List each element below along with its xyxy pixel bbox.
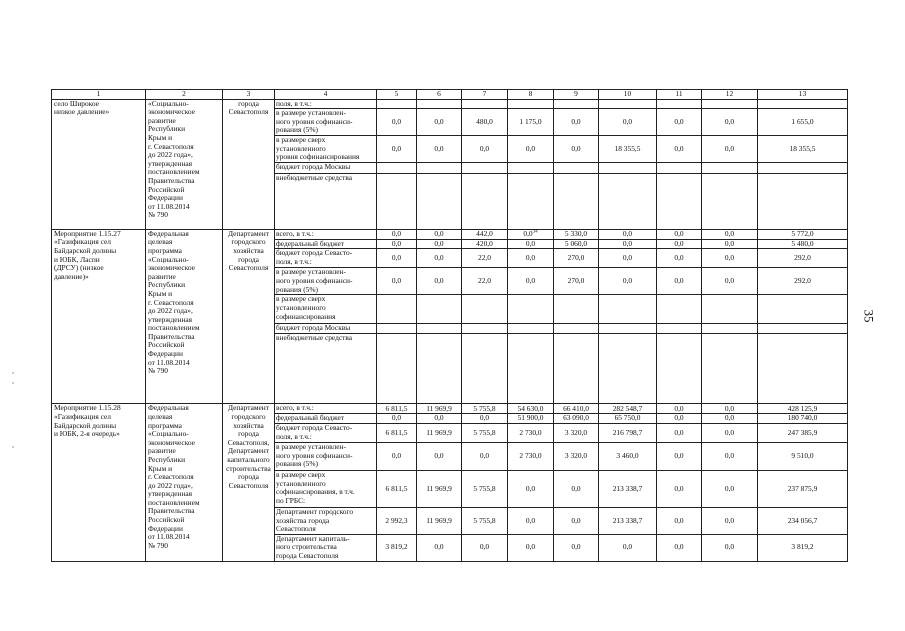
amount-cell: 0,0 xyxy=(657,109,702,136)
amount-cell xyxy=(554,334,599,404)
amount-cell xyxy=(462,162,508,173)
amount-cell: 18 355,5 xyxy=(599,135,657,162)
amount-cell: 0,0 xyxy=(377,268,417,295)
amount-cell xyxy=(702,162,758,173)
amount-cell: 0,0 xyxy=(417,135,462,162)
program-name: Федеральная целевая программа «Социально- экономическое развитие Республики Крым и г. Севастополя до 2022 года», утвержденная постановлением Правительства Российской Федерации от 11.08.2014 № 790 xyxy=(146,229,223,404)
amount-cell: 0,0 xyxy=(657,404,702,414)
table-row xyxy=(52,99,848,109)
amount-cell: 234 056,7 xyxy=(758,507,848,534)
column-number: 2 xyxy=(146,90,223,100)
amount-cell xyxy=(508,173,554,229)
funding-source: в размере установлен- ного уровня софинанси- рования (5%) xyxy=(275,442,377,470)
amount-cell: 270,0 xyxy=(554,268,599,295)
amount-cell: 180 740,0 xyxy=(758,414,848,424)
amount-cell xyxy=(702,173,758,229)
measure-name: Мероприятие 1.15.27 «Газификация сел Байдарской долины и ЮБК, Ласпи (ДРСУ) (низкое давление)» xyxy=(52,229,146,404)
column-number: 10 xyxy=(599,90,657,100)
amount-cell: 480,0 xyxy=(462,109,508,136)
amount-cell: 1 655,0 xyxy=(758,109,848,136)
column-number: 5 xyxy=(377,90,417,100)
amount-cell: 0,0 xyxy=(657,229,702,239)
amount-cell xyxy=(377,324,417,334)
amount-cell: 11 969,9 xyxy=(417,404,462,414)
funding-source: в размере установлен- ного уровня софинанси- рования (5%) xyxy=(275,109,377,136)
column-number: 12 xyxy=(702,90,758,100)
amount-cell xyxy=(554,162,599,173)
footnote-mark: 34 xyxy=(532,229,538,235)
amount-cell xyxy=(657,173,702,229)
funding-source: бюджет города Севасто- поля, в т.ч.: xyxy=(275,249,377,268)
funding-source: в размере установлен- ного уровня софинанси- рования (5%) xyxy=(275,268,377,295)
amount-cell: 0,0 xyxy=(657,534,702,561)
amount-cell: 1 175,0 xyxy=(508,109,554,136)
amount-cell: 0,0 xyxy=(599,249,657,268)
executor-name: города Севастополя xyxy=(223,99,275,229)
amount-cell xyxy=(417,334,462,404)
amount-cell: 0,0 xyxy=(554,109,599,136)
amount-cell: 442,0 xyxy=(462,229,508,239)
amount-cell: 213 338,7 xyxy=(599,470,657,507)
amount-cell xyxy=(417,99,462,109)
amount-cell: 0,0 xyxy=(462,414,508,424)
amount-cell: 0,0 xyxy=(702,442,758,470)
amount-cell xyxy=(758,162,848,173)
amount-cell: 9 510,0 xyxy=(758,442,848,470)
column-number: 8 xyxy=(508,90,554,100)
amount-cell xyxy=(508,295,554,324)
amount-cell: 0,0 xyxy=(657,470,702,507)
amount-cell: 0,0 xyxy=(417,249,462,268)
amount-cell: 0,0 xyxy=(702,268,758,295)
amount-cell: 0,0 xyxy=(417,414,462,424)
funding-source: внебюджетные средства xyxy=(275,173,377,229)
amount-cell: 5 755,8 xyxy=(462,470,508,507)
amount-cell xyxy=(462,324,508,334)
column-number: 3 xyxy=(223,90,275,100)
amount-cell: 11 969,9 xyxy=(417,423,462,442)
amount-cell xyxy=(758,324,848,334)
column-number: 1 xyxy=(52,90,146,100)
amount-cell: 0,0 xyxy=(702,534,758,561)
amount-cell: 0,0 xyxy=(462,534,508,561)
amount-cell xyxy=(554,324,599,334)
amount-cell xyxy=(508,229,554,239)
amount-cell: 0,0 xyxy=(702,470,758,507)
amount-cell: 3 320,0 xyxy=(554,423,599,442)
amount-cell xyxy=(508,324,554,334)
table-row xyxy=(52,404,848,414)
amount-cell: 0,0 xyxy=(462,442,508,470)
amount-cell: 216 798,7 xyxy=(599,423,657,442)
amount-cell: 5 755,8 xyxy=(462,404,508,414)
amount-cell: 0,0 xyxy=(377,109,417,136)
amount-cell: 0,0 xyxy=(702,404,758,414)
amount-cell xyxy=(377,162,417,173)
amount-cell: 0,0 xyxy=(508,268,554,295)
table-row xyxy=(52,229,848,239)
amount-cell: 22,0 xyxy=(462,249,508,268)
amount-cell: 5 480,0 xyxy=(758,239,848,249)
amount-cell: 65 750,0 xyxy=(599,414,657,424)
amount-cell: 0,0 xyxy=(554,507,599,534)
amount-cell: 5 772,0 xyxy=(758,229,848,239)
amount-cell: 237 875,9 xyxy=(758,470,848,507)
header-row xyxy=(52,90,848,100)
column-number: 13 xyxy=(758,90,848,100)
amount-cell: 420,0 xyxy=(462,239,508,249)
amount-cell: 0,0 xyxy=(377,135,417,162)
funding-source: бюджет города Москвы xyxy=(275,162,377,173)
page-number: 35 xyxy=(861,309,877,323)
funding-source: в размере сверх установленного софинансирования, в т.ч. по ГРБС: xyxy=(275,470,377,507)
amount-cell: 18 355,5 xyxy=(758,135,848,162)
amount-cell: 0,0 xyxy=(702,135,758,162)
measure-name: Мероприятие 1.15.28 «Газификация сел Байдарской долины и ЮБК, 2-я очередь» xyxy=(52,404,146,561)
funding-source: Департамент капиталь- ного строительства города Севастополя xyxy=(275,534,377,561)
amount-cell: 0,0 xyxy=(554,470,599,507)
amount-cell: 0,0 xyxy=(417,534,462,561)
funding-source: федеральный бюджет xyxy=(275,414,377,424)
amount-cell xyxy=(657,99,702,109)
amount-cell: 0,0 xyxy=(702,109,758,136)
amount-cell: 11 969,9 xyxy=(417,507,462,534)
amount-cell: 0,0 xyxy=(599,239,657,249)
amount-cell: 6 811,5 xyxy=(377,404,417,414)
amount-cell: 3 819,2 xyxy=(377,534,417,561)
amount-cell: 247 385,9 xyxy=(758,423,848,442)
amount-cell: 2 992,3 xyxy=(377,507,417,534)
amount-cell: 0,0 xyxy=(657,135,702,162)
amount-cell: 0,0 xyxy=(702,249,758,268)
amount-cell: 282 548,7 xyxy=(599,404,657,414)
amount-cell: 428 125,9 xyxy=(758,404,848,414)
margin-dot xyxy=(12,382,14,384)
amount-cell xyxy=(554,99,599,109)
amount-cell xyxy=(758,173,848,229)
amount-cell: 0,0 xyxy=(702,239,758,249)
amount-cell xyxy=(462,99,508,109)
column-number: 9 xyxy=(554,90,599,100)
amount-cell xyxy=(462,295,508,324)
amount-cell: 0,0 xyxy=(657,249,702,268)
amount-cell xyxy=(554,295,599,324)
program-name: «Социально- экономическое развитие Республики Крым и г. Севастополя до 2022 года», утвержденная постановлением Правительства Российской Федерации от 11.08.2014 № 790 xyxy=(146,99,223,229)
amount-cell: 5 755,8 xyxy=(462,423,508,442)
measure-name: село Широкое низкое давление» xyxy=(52,99,146,229)
executor-name: Департамент городского хозяйства города Севастополя xyxy=(223,229,275,404)
amount-cell xyxy=(599,334,657,404)
amount-cell: 0,0 xyxy=(702,229,758,239)
amount-cell: 0,0 xyxy=(554,534,599,561)
amount-cell: 292,0 xyxy=(758,249,848,268)
amount-cell: 0,0 xyxy=(377,229,417,239)
amount-cell: 0,0 xyxy=(657,507,702,534)
amount-cell: 0,0 xyxy=(508,470,554,507)
amount-cell: 0,0 xyxy=(657,442,702,470)
amount-cell: 0,0 xyxy=(417,239,462,249)
amount-cell xyxy=(657,334,702,404)
amount-cell: 0,0 xyxy=(657,239,702,249)
amount-cell xyxy=(599,295,657,324)
amount-cell: 0,0 xyxy=(508,239,554,249)
amount-cell xyxy=(508,334,554,404)
amount-cell xyxy=(758,334,848,404)
amount-cell: 0,0 xyxy=(377,249,417,268)
amount-cell: 63 090,0 xyxy=(554,414,599,424)
amount-cell: 0,0 xyxy=(657,268,702,295)
amount-cell: 0,0 xyxy=(508,135,554,162)
amount-cell: 0,0 xyxy=(462,135,508,162)
funding-table xyxy=(51,89,848,562)
amount-cell: 54 630,0 xyxy=(508,404,554,414)
amount-cell: 0,0 xyxy=(417,268,462,295)
funding-source: в размере сверх установленного уровня софинансирования xyxy=(275,135,377,162)
amount-cell: 6 811,5 xyxy=(377,470,417,507)
amount-cell xyxy=(657,324,702,334)
amount-cell: 0,0 xyxy=(508,534,554,561)
funding-source: бюджет города Севасто- поля, в т.ч.: xyxy=(275,423,377,442)
amount-value: 0,0 xyxy=(523,229,533,238)
amount-cell: 2 730,0 xyxy=(508,423,554,442)
amount-cell: 6 811,5 xyxy=(377,423,417,442)
amount-cell xyxy=(758,295,848,324)
amount-cell xyxy=(508,162,554,173)
amount-cell: 0,0 xyxy=(377,239,417,249)
executor-name: Департамент городского хозяйства города Севастополя, Департамент капитального строительства города Севастополя xyxy=(223,404,275,561)
amount-cell xyxy=(377,173,417,229)
amount-cell: 0,0 xyxy=(417,109,462,136)
amount-cell xyxy=(377,334,417,404)
amount-cell xyxy=(758,99,848,109)
column-number: 6 xyxy=(417,90,462,100)
amount-cell: 270,0 xyxy=(554,249,599,268)
amount-cell xyxy=(417,173,462,229)
amount-cell: 0,0 xyxy=(702,414,758,424)
amount-cell: 3 320,0 xyxy=(554,442,599,470)
amount-cell xyxy=(702,324,758,334)
amount-cell: 0,0 xyxy=(417,229,462,239)
amount-cell: 5 060,0 xyxy=(554,239,599,249)
funding-source: бюджет города Москвы xyxy=(275,324,377,334)
amount-cell: 292,0 xyxy=(758,268,848,295)
amount-cell: 213 338,7 xyxy=(599,507,657,534)
amount-cell xyxy=(702,334,758,404)
amount-cell: 0,0 xyxy=(657,423,702,442)
amount-cell: 5 330,0 xyxy=(554,229,599,239)
funding-source: всего, в т.ч.: xyxy=(275,404,377,414)
amount-cell xyxy=(702,295,758,324)
amount-cell: 0,0 xyxy=(508,249,554,268)
amount-cell: 3 460,0 xyxy=(599,442,657,470)
amount-cell xyxy=(417,324,462,334)
program-name: Федеральная целевая программа «Социально- экономическое развитие Республики Крым и г. Севастополя до 2022 года», утвержденная постановлением Правительства Российской Федерации от 11.08.2014 № 790 xyxy=(146,404,223,561)
funding-source: поля, в т.ч.: xyxy=(275,99,377,109)
amount-cell xyxy=(657,162,702,173)
amount-cell xyxy=(702,99,758,109)
amount-cell xyxy=(599,99,657,109)
funding-source: Департамент городского хозяйства города Севастополя xyxy=(275,507,377,534)
amount-cell xyxy=(554,173,599,229)
amount-cell: 5 755,8 xyxy=(462,507,508,534)
amount-cell xyxy=(599,324,657,334)
funding-source: в размере сверх установленного софинансирования xyxy=(275,295,377,324)
amount-cell: 0,0 xyxy=(377,414,417,424)
amount-cell: 3 819,2 xyxy=(758,534,848,561)
amount-cell xyxy=(462,173,508,229)
amount-cell: 0,0 xyxy=(377,442,417,470)
column-number: 11 xyxy=(657,90,702,100)
amount-cell xyxy=(377,99,417,109)
amount-cell: 0,0 xyxy=(599,268,657,295)
amount-cell: 0,0 xyxy=(657,414,702,424)
funding-source: внебюджетные средства xyxy=(275,334,377,404)
margin-dot xyxy=(12,372,14,374)
amount-cell xyxy=(377,295,417,324)
amount-cell: 2 730,0 xyxy=(508,442,554,470)
amount-cell: 0,0 xyxy=(702,423,758,442)
funding-source: федеральный бюджет xyxy=(275,239,377,249)
amount-cell: 66 410,0 xyxy=(554,404,599,414)
margin-dot xyxy=(12,446,14,448)
amount-cell: 0,0 xyxy=(599,109,657,136)
amount-cell: 0,0 xyxy=(599,534,657,561)
funding-source: всего, в т.ч.: xyxy=(275,229,377,239)
amount-cell: 0,0 xyxy=(599,229,657,239)
amount-cell xyxy=(657,295,702,324)
amount-cell: 0,0 xyxy=(554,135,599,162)
amount-cell: 11 969,9 xyxy=(417,470,462,507)
amount-cell: 0,0 xyxy=(417,442,462,470)
amount-cell xyxy=(508,99,554,109)
column-number: 4 xyxy=(275,90,377,100)
amount-cell: 51 900,0 xyxy=(508,414,554,424)
amount-cell xyxy=(599,173,657,229)
column-number: 7 xyxy=(462,90,508,100)
amount-cell: 22,0 xyxy=(462,268,508,295)
amount-cell xyxy=(462,334,508,404)
amount-cell xyxy=(417,295,462,324)
amount-cell: 0,0 xyxy=(508,507,554,534)
amount-cell xyxy=(417,162,462,173)
amount-cell xyxy=(599,162,657,173)
amount-cell: 0,0 xyxy=(702,507,758,534)
